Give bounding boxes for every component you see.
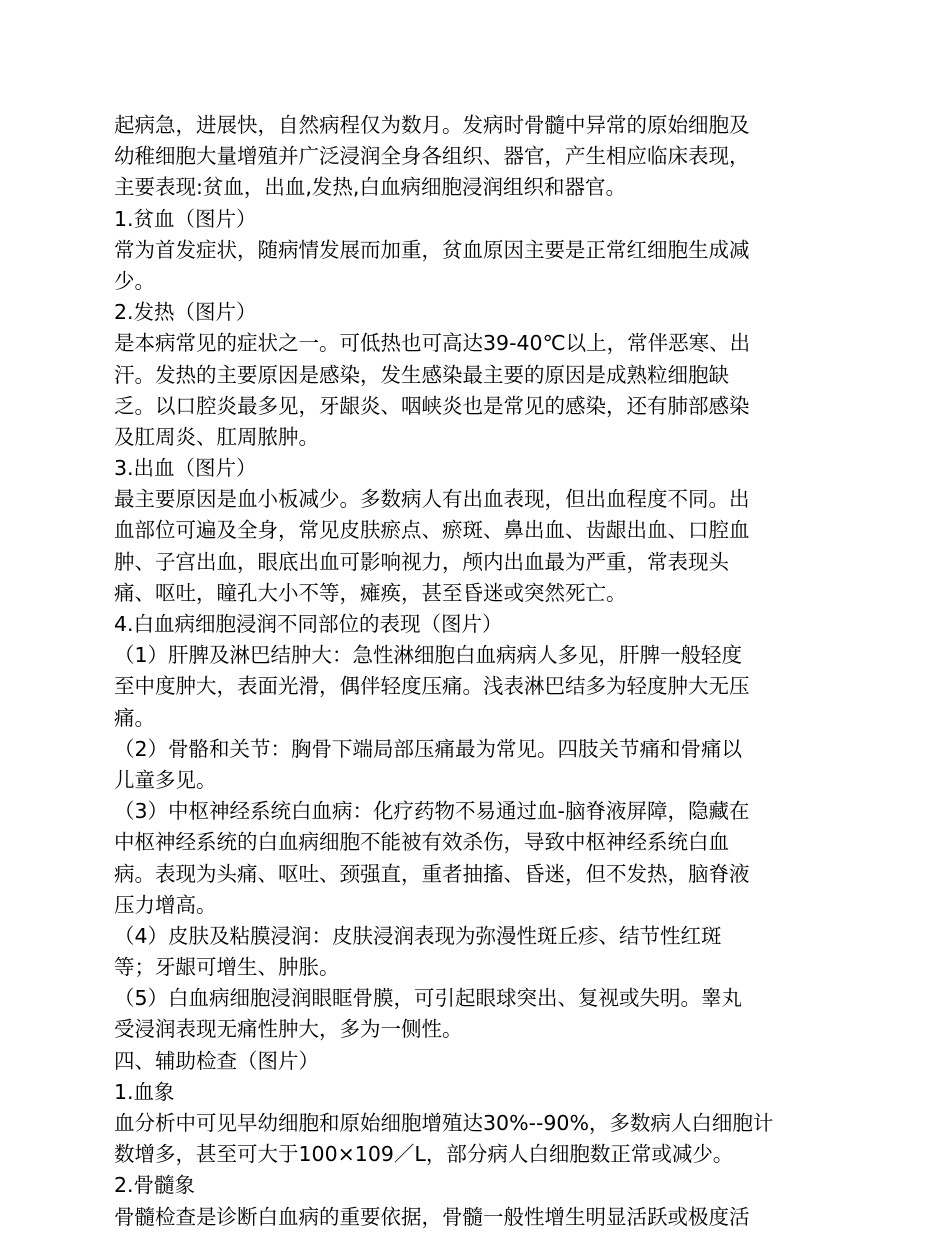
body-text-line: 儿童多见。 (114, 767, 217, 792)
body-text-line: 至中度肿大，表面光滑，偶伴轻度压痛。浅表淋巴结多为轻度肿大无压 (114, 674, 750, 699)
body-text-line: 最主要原因是血小板减少。多数病人有出血表现，但出血程度不同。出 (114, 487, 750, 512)
body-text-line: 血分析中可见早幼细胞和原始细胞增殖达30%--90%，多数病人白细胞计 (114, 1111, 774, 1135)
body-text-line: 痛、呕吐，瞳孔大小不等，瘫痪，甚至昏迷或突然死亡。 (114, 580, 627, 605)
document-page (114, 110, 844, 1233)
body-text-line: 病。表现为头痛、呕吐、颈强直，重者抽搐、昏迷，但不发热，脑脊液 (114, 861, 750, 886)
body-text-line: 中枢神经系统的白血病细胞不能被有效杀伤，导致中枢神经系统白血 (114, 830, 729, 855)
body-text-line: （5）白血病细胞浸润眼眶骨膜，可引起眼球突出、复视或失明。睾丸 (114, 986, 743, 1011)
section-heading: 2.发热（图片） (114, 300, 257, 325)
section-heading: 2.骨髓象 (114, 1173, 196, 1198)
body-text-line: 受浸润表现无痛性肿大，多为一侧性。 (114, 1017, 463, 1042)
body-text-line: 少。 (114, 268, 155, 293)
body-text-line: （2）骨骼和关节：胸骨下端局部压痛最为常见。四肢关节痛和骨痛以 (114, 736, 743, 761)
body-text-line: 压力增高。 (114, 892, 217, 917)
body-text-line: 主要表现:贫血，出血,发热,白血病细胞浸润组织和器官。 (114, 175, 626, 200)
body-text-line: （4）皮肤及粘膜浸润：皮肤浸润表现为弥漫性斑丘疹、结节性红斑 (114, 923, 722, 948)
section-heading: 4.白血病细胞浸润不同部位的表现（图片） (114, 612, 503, 636)
body-text-line: 常为首发症状，随病情发展而加重，贫血原因主要是正常红细胞生成减 (114, 237, 750, 262)
body-text-line: 起病急，进展快，自然病程仅为数月。发病时骨髓中异常的原始细胞及 (114, 113, 750, 137)
body-text-line: 等；牙龈可增生、肿胀。 (114, 955, 340, 980)
body-text-line: 幼稚细胞大量增殖并广泛浸润全身各组织、器官，产生相应临床表现， (114, 144, 750, 169)
section-heading: 3.出血（图片） (114, 456, 257, 481)
body-text-line: 数增多，甚至可大于100×109／L，部分病人白细胞数正常或减少。 (114, 1142, 734, 1167)
section-heading: 1.贫血（图片） (114, 206, 257, 231)
body-text-line: 骨髓检查是诊断白血病的重要依据，骨髓一般性增生明显活跃或极度活 (114, 1204, 750, 1229)
body-text-line: 是本病常见的症状之一。可低热也可高达39-40℃以上，常伴恶寒、出 (114, 331, 751, 356)
body-text-line: 及肛周炎、肛周脓肿。 (114, 424, 319, 449)
section-heading: 1.血象 (114, 1079, 175, 1104)
body-text-line: 肿、子宫出血，眼底出血可影响视力，颅内出血最为严重，常表现头 (114, 549, 729, 574)
body-text-line: 痛。 (114, 705, 155, 730)
body-text-line: 血部位可遍及全身，常见皮肤瘀点、瘀斑、鼻出血、齿龈出血、口腔血 (114, 518, 750, 543)
section-heading: 四、辅助检查（图片） (114, 1048, 319, 1073)
body-text-line: （3）中枢神经系统白血病：化疗药物不易通过血-脑脊液屏障，隐藏在 (114, 799, 750, 824)
body-text-line: 汗。发热的主要原因是感染，发生感染最主要的原因是成熟粒细胞缺 (114, 362, 729, 387)
body-text-line: 乏。以口腔炎最多见，牙龈炎、咽峡炎也是常见的感染，还有肺部感染 (114, 393, 750, 418)
body-text-line: （1）肝脾及淋巴结肿大：急性淋细胞白血病病人多见，肝脾一般轻度 (114, 643, 743, 668)
